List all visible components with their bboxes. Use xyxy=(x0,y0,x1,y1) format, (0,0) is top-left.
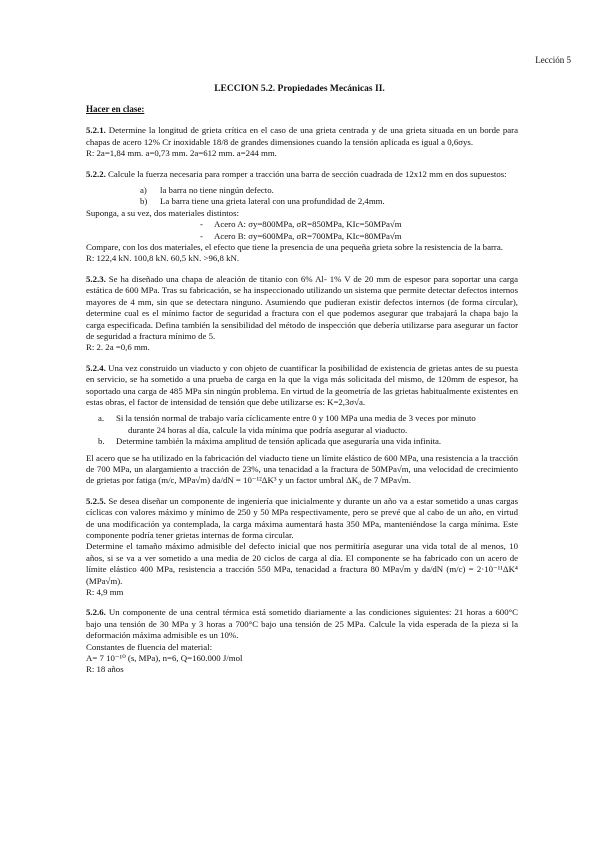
problem-number: 5.2.4. xyxy=(86,362,106,373)
case-list xyxy=(86,185,518,208)
problem-suppose: Suponga, a su vez, dos materiales distintos: xyxy=(86,207,239,218)
problem-answer: R: 2. 2a =0,6 mm. xyxy=(86,342,150,353)
problem-text xyxy=(86,125,518,148)
problem-text xyxy=(86,607,518,641)
problem-text xyxy=(86,363,518,409)
problem-text xyxy=(86,496,518,542)
list-label: - xyxy=(200,219,203,230)
list-text: La barra tiene una grieta lateral con una profundidad de 2,4mm. xyxy=(160,196,385,207)
problem-extra: El acero que se ha utilizado en la fabricación del viaducto tiene un límite elástico de 600 MPa, una resistencia a la tracción de 700 MPa, un alargamiento a tracción de 23%, una tenacidad a la fractura de 50MPa√m, una velocidad de crecimiento de grietas por fatiga (m/c, MPa√m) da/dN = 10⁻¹²ΔK³ y un factor umbral ΔK₀ de 7 MPa√m. xyxy=(86,452,518,486)
problem-5-2-3 xyxy=(86,274,518,354)
problem-answer: R: 4,9 mm xyxy=(86,587,124,598)
lesson-header: Lección 5 xyxy=(535,55,571,65)
constants-values: A= 7 10⁻¹⁰ (s, MPa), n=6, Q=160.000 J/mol xyxy=(86,653,243,664)
problem-5-2-2 xyxy=(86,169,518,265)
list-text: la barra no tiene ningún defecto. xyxy=(160,185,274,196)
material-list xyxy=(86,219,518,242)
list-item xyxy=(140,185,518,196)
list-item xyxy=(98,413,518,436)
problem-body: Calcule la fuerza necesaria para romper a tracción una barra de sección cuadrada de 12x12 mm en dos supuestos: xyxy=(108,168,507,179)
problem-answer: R: 122,4 kN. 100,8 kN. 60,5 kN. >96,8 kN. xyxy=(86,253,240,264)
question-list xyxy=(86,413,518,447)
problem-text xyxy=(86,274,518,342)
lesson-title: LECCION 5.2. Propiedades Mecánicas II. xyxy=(214,84,385,94)
problem-5-2-4 xyxy=(86,363,518,487)
list-item xyxy=(200,219,518,230)
problem-extra: Determine el tamaño máximo admisible del defecto inicial que nos permitiría asegurar una vida total de al menos, 10 años, si se va a ver sometido a una media de 20 ciclos de carga al día. El componente se ha fabricado con un acero de límite elástico 400 MPa, resistencia a tracción 550 MPa, tenacidad a fractura 80 MPa√m y da/dN (m/c) = 2·10⁻¹¹ΔK⁴ (MPa√m). xyxy=(86,541,518,586)
problem-number: 5.2.2. xyxy=(86,168,106,179)
list-label: b) xyxy=(140,196,148,207)
problem-body: Determine la longitud de grieta crítica en el caso de una grieta centrada y de una grieta situada en un borde para chapas de acero 12% Cr inoxidable 18/8 de grandes dimensiones cuando la tensión aplicada es igual a 0,6σys. xyxy=(86,125,519,147)
document-body xyxy=(86,104,518,676)
list-label: a. xyxy=(98,413,105,424)
list-text: Acero B: σy=600MPa, σR=700MPa, KIc=80MPa√m xyxy=(214,230,402,241)
problem-number: 5.2.6. xyxy=(86,607,106,618)
problem-body: Una vez construido un viaducto y con objeto de cuantificar la posibilidad de existencia de grietas antes de su puesta en servicio, se ha sometido a una prueba de carga en la que la viga más solicitada del mismo, de 120mm de espesor, ha soportado una carga de 485 MPa sin ningún problema. En virtud de la geometría de las grietas habitualmente existentes en estas obras, el factor de intensidad de tensión que debe utilizarse es: K=2,3σ√a. xyxy=(86,362,518,407)
constants-label: Constantes de fluencia del material: xyxy=(86,641,213,652)
list-item xyxy=(200,231,518,242)
problem-body: Se ha diseñado una chapa de aleación de titanio con 6% Al- 1% V de 20 mm de espesor para soportar una carga estática de 600 MPa. Tras su fabricación, se ha inspeccionado utilizando un sistema que permite detectar defectos internos mayores de 4 mm, sin que se detectara ninguno. Asumiendo que pudieran existir defectos internos (de forma circular), determine cual es el mínimo factor de seguridad a fractura con el que podemos asegurar que trabajará la chapa bajo la carga especificada. Defina también la sensibilidad del método de inspección que debería utilizarse para asegurar un factor de seguridad a fractura mínimo de 5. xyxy=(86,273,519,341)
problem-answer: R: 18 años xyxy=(86,664,124,675)
list-text: Determine también la máxima amplitud de tensión aplicada que aseguraría una vida infinita. xyxy=(116,436,442,447)
problem-text xyxy=(86,169,518,180)
list-item xyxy=(98,436,518,447)
problem-number: 5.2.5. xyxy=(86,495,106,506)
list-text-continued: durante 24 horas al día, calcule la vida mínima que podría asegurar al viaducto. xyxy=(128,424,408,435)
problem-compare: Compare, con los dos materiales, el efecto que tiene la presencia de una pequeña grieta sobre la resistencia de la barra. xyxy=(86,242,503,253)
problem-5-2-1 xyxy=(86,125,518,159)
problem-5-2-6 xyxy=(86,607,518,675)
problem-5-2-5 xyxy=(86,496,518,599)
problem-number: 5.2.1. xyxy=(86,125,106,136)
list-text: Acero A: σy=800MPa, σR=850MPa, KIc=50MPa√m xyxy=(214,219,402,230)
list-text: Si la tensión normal de trabajo varía cíclicamente entre 0 y 100 MPa una media de 3 veces por minuto xyxy=(116,413,476,424)
problem-number: 5.2.3. xyxy=(86,273,106,284)
section-heading: Hacer en clase: xyxy=(86,104,145,114)
problem-body: Se desea diseñar un componente de ingeniería que inicialmente y durante un año va a estar sometido a unas cargas cíclicas con valores máximo y mínimo de 250 y 50 MPa respectivamente, pero se prevé que al cabo de un año, en virtud de una modificación ya contemplada, la carga máxima aumentará hasta 350 MPa, manteniéndose la carga mínima. Este componente podría tener grietas internas de forma circular. xyxy=(86,495,519,540)
problem-answer: R: 2a=1,84 mm. a=0,73 mm. 2a=612 mm. a=244 mm. xyxy=(86,148,277,159)
list-label: - xyxy=(200,230,203,241)
list-label: b. xyxy=(98,436,105,447)
list-item xyxy=(140,196,518,207)
problem-body: Un componente de una central térmica está sometido diariamente a las condiciones siguientes: 21 horas a 600°C bajo una tensión de 30 MPa y 3 horas a 700°C bajo una tensión de 25 MPa. Calcule la vida esperada de la pieza si la deformación máxima admisible es un 10%. xyxy=(86,607,518,641)
list-label: a) xyxy=(140,185,147,196)
